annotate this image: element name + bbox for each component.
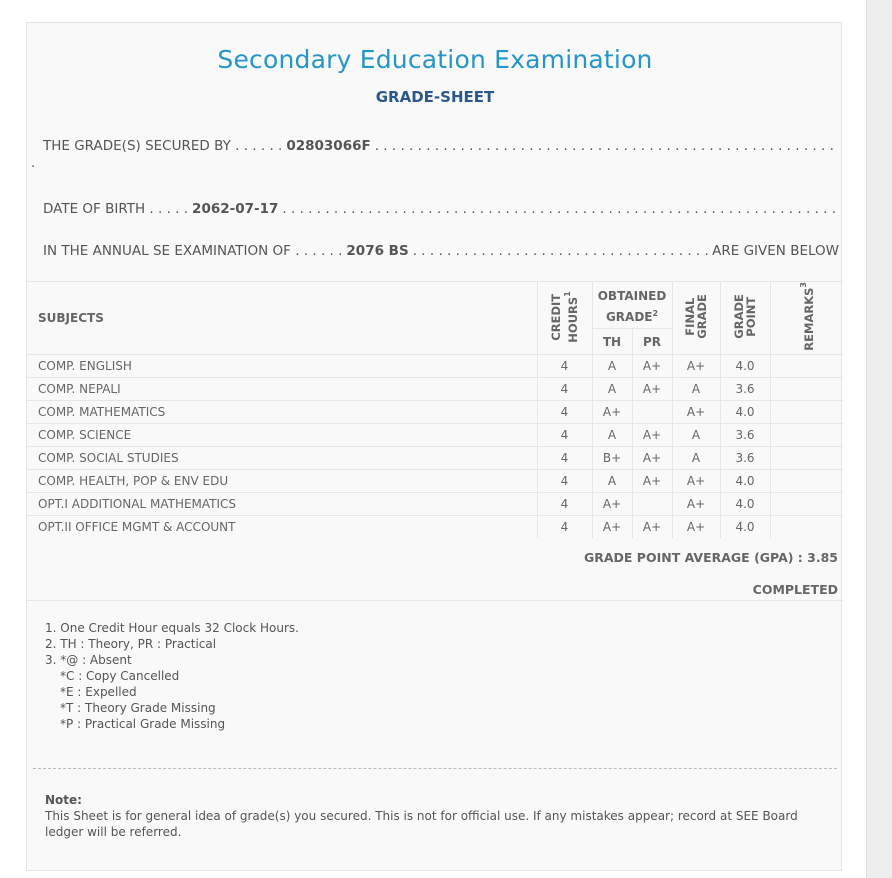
remarks-cell	[770, 354, 843, 377]
final-grade-cell: A+	[672, 469, 720, 492]
symbol-number: 02803066F	[286, 138, 371, 154]
pr-grade-cell: A+	[632, 515, 672, 538]
secured-by-label: THE GRADE(S) SECURED BY . . . . . .	[43, 138, 283, 154]
grade-sheet	[26, 22, 842, 871]
divider	[27, 600, 843, 601]
final-grade-cell: A	[672, 377, 720, 400]
grades-table	[27, 281, 843, 538]
grade-point-cell: 4.0	[720, 354, 770, 377]
header-grade-point: GRADE POINT	[720, 282, 770, 355]
header-remarks: REMARKS$^3$	[770, 282, 843, 355]
credit-hours-cell: 4	[537, 446, 592, 469]
table-row	[27, 400, 843, 423]
footnotes	[45, 620, 299, 732]
credit-hours-cell: 4	[537, 423, 592, 446]
pr-grade-cell	[632, 492, 672, 515]
final-grade-cell: A+	[672, 400, 720, 423]
credit-hours-cell: 4	[537, 515, 592, 538]
final-grade-cell: A+	[672, 515, 720, 538]
grade-point-cell: 4.0	[720, 515, 770, 538]
footnote: 2. TH : Theory, PR : Practical	[45, 637, 217, 651]
subject-cell: COMP. MATHEMATICS	[27, 400, 537, 423]
header-obtained-grade: OBTAINED GRADE$^2$	[592, 282, 672, 329]
pr-grade-cell: A+	[632, 354, 672, 377]
exam-line	[43, 243, 839, 259]
header-credit-hours: CREDIT HOURS$^1$	[537, 282, 592, 355]
exam-year: 2076 BS	[346, 243, 409, 259]
subject-cell: COMP. ENGLISH	[27, 354, 537, 377]
remarks-cell	[770, 492, 843, 515]
footnote: 3. *@ : Absent	[45, 653, 132, 667]
footnote: *P : Practical Grade Missing	[60, 717, 226, 731]
remarks-cell	[770, 377, 843, 400]
footnote: 1. One Credit Hour equals 32 Clock Hours.	[45, 621, 299, 635]
dot-leader	[375, 138, 839, 154]
dot-leader	[282, 201, 839, 217]
credit-hours-cell: 4	[537, 377, 592, 400]
remarks-cell	[770, 515, 843, 538]
table-row	[27, 377, 843, 400]
th-grade-cell: A+	[592, 515, 632, 538]
result-status: COMPLETED	[752, 582, 838, 597]
table-row	[27, 515, 843, 538]
subject-cell: COMP. SCIENCE	[27, 423, 537, 446]
exam-tail: ARE GIVEN BELOW	[712, 243, 839, 259]
pr-grade-cell: A+	[632, 377, 672, 400]
th-grade-cell: A	[592, 377, 632, 400]
grade-point-cell: 3.6	[720, 423, 770, 446]
page-subtitle: GRADE-SHEET	[375, 88, 495, 106]
final-grade-cell: A+	[672, 492, 720, 515]
table-row	[27, 492, 843, 515]
th-grade-cell: A	[592, 469, 632, 492]
scrollbar-track[interactable]	[866, 0, 892, 878]
table-row	[27, 446, 843, 469]
dashed-divider	[33, 768, 837, 769]
dob-value: 2062-07-17	[192, 201, 279, 217]
grade-point-cell: 3.6	[720, 377, 770, 400]
remarks-cell	[770, 400, 843, 423]
pr-grade-cell: A+	[632, 469, 672, 492]
header-subjects: SUBJECTS	[27, 282, 537, 355]
subject-cell: OPT.I ADDITIONAL MATHEMATICS	[27, 492, 537, 515]
subject-cell: OPT.II OFFICE MGMT & ACCOUNT	[27, 515, 537, 538]
footnote: *E : Expelled	[60, 685, 137, 699]
th-grade-cell: A	[592, 423, 632, 446]
scrollbar[interactable]	[859, 0, 892, 878]
subject-cell: COMP. HEALTH, POP & ENV EDU	[27, 469, 537, 492]
exam-label: IN THE ANNUAL SE EXAMINATION OF . . . . . .	[43, 243, 343, 259]
th-grade-cell: A+	[592, 400, 632, 423]
header-pr: PR	[632, 329, 672, 354]
pr-grade-cell: A+	[632, 446, 672, 469]
grade-point-cell: 4.0	[720, 400, 770, 423]
subject-cell: COMP. NEPALI	[27, 377, 537, 400]
remarks-cell	[770, 469, 843, 492]
header-final-grade: FINAL GRADE	[672, 282, 720, 355]
dob-line	[43, 201, 839, 217]
footnote: *T : Theory Grade Missing	[60, 701, 216, 715]
table-row	[27, 469, 843, 492]
table-row	[27, 354, 843, 377]
dob-label: DATE OF BIRTH . . . . .	[43, 201, 189, 217]
note	[45, 792, 835, 840]
page-title: Secondary Education Examination	[217, 45, 653, 74]
remarks-cell	[770, 423, 843, 446]
grade-point-cell: 4.0	[720, 492, 770, 515]
note-text: This Sheet is for general idea of grade(s) you secured. This is not for official use. If any mistakes appear; record at SEE Board ledger will be referred.	[45, 809, 798, 839]
pr-grade-cell: A+	[632, 423, 672, 446]
credit-hours-cell: 4	[537, 400, 592, 423]
table-row	[27, 423, 843, 446]
gpa-value: GRADE POINT AVERAGE (GPA) : 3.85	[583, 550, 838, 565]
pr-grade-cell	[632, 400, 672, 423]
grade-point-cell: 3.6	[720, 446, 770, 469]
remarks-cell	[770, 446, 843, 469]
final-grade-cell: A	[672, 446, 720, 469]
credit-hours-cell: 4	[537, 469, 592, 492]
th-grade-cell: A+	[592, 492, 632, 515]
credit-hours-cell: 4	[537, 492, 592, 515]
subject-cell: COMP. SOCIAL STUDIES	[27, 446, 537, 469]
secured-by-line	[43, 138, 839, 154]
final-grade-cell: A	[672, 423, 720, 446]
credit-hours-cell: 4	[537, 354, 592, 377]
dot-leader-end: .	[31, 156, 36, 171]
final-grade-cell: A+	[672, 354, 720, 377]
grade-point-cell: 4.0	[720, 469, 770, 492]
note-heading: Note:	[45, 793, 82, 807]
dot-leader	[413, 243, 712, 259]
th-grade-cell: A	[592, 354, 632, 377]
th-grade-cell: B+	[592, 446, 632, 469]
footnote: *C : Copy Cancelled	[60, 669, 180, 683]
header-th: TH	[592, 329, 632, 354]
